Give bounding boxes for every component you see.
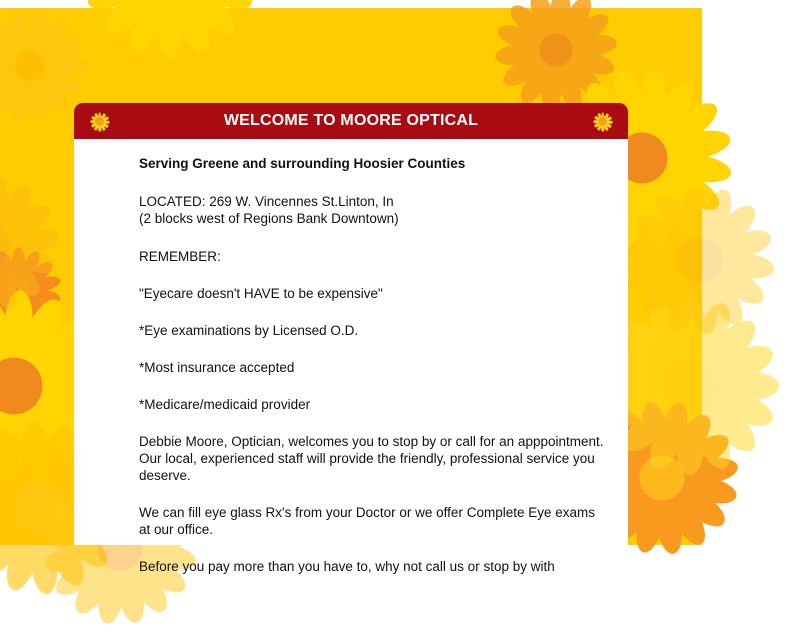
sunflower-decoration — [523, 17, 589, 83]
slogan-text: "Eyecare doesn't HAVE to be expensive" — [139, 286, 383, 301]
sunflower-icon — [593, 112, 612, 131]
content-card — [74, 139, 628, 574]
sunflower-center — [598, 117, 607, 126]
page-header-banner — [74, 103, 628, 139]
sunflower-decoration — [0, 35, 61, 97]
sunflower-decoration — [124, 0, 216, 16]
sunflower-decoration — [644, 340, 736, 432]
service-item-insurance: *Most insurance accepted — [139, 360, 295, 375]
page-title: WELCOME TO MOORE OPTICAL — [223, 112, 479, 129]
tagline-heading: Serving Greene and surrounding Hoosier Counties — [139, 156, 466, 171]
sunflower-decoration — [0, 208, 26, 280]
sunflower-center — [663, 359, 717, 413]
remember-label: REMEMBER: — [139, 249, 221, 264]
service-item-exams: *Eye examinations by Licensed O.D. — [139, 323, 359, 338]
content-body — [74, 139, 628, 575]
prescription-paragraph: We can fill eye glass Rx's from your Doctor or we offer Complete Eye exams at our office. — [139, 505, 595, 537]
address-line-2: (2 blocks west of Regions Bank Downtown) — [139, 211, 399, 226]
address-block — [139, 193, 604, 227]
welcome-paragraph: Debbie Moore, Optician, welcomes you to stop by or call for an apppointment. Our local, experienced staff will provide the friendly, professional service you deserve. — [139, 434, 604, 483]
sunflower-decoration — [651, 211, 748, 308]
address-line-1: LOCATED: 269 W. Vincennes St.Linton, In — [139, 194, 394, 209]
closing-paragraph: Before you pay more than you have to, why not call us or stop by with — [139, 559, 555, 574]
service-item-medicare: *Medicare/medicaid provider — [139, 397, 311, 412]
